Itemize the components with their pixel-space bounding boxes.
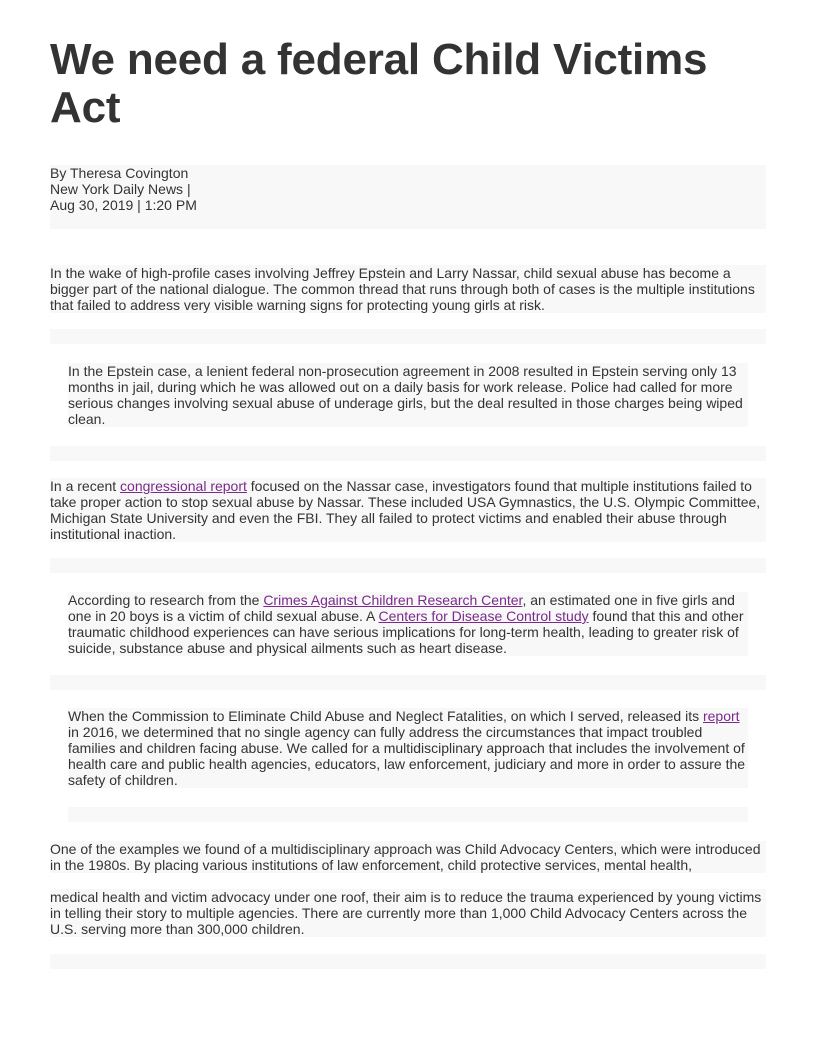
paragraph-3-text: focused on the Nassar case, investigators found that multiple institutions failed to take proper action to stop sexual abuse by Nassar. These included USA Gymnastics, the U.S. Olympic Committee, Michigan State University and even the FBI. They all failed to protect victims and enabled their abuse through institutional inaction.: [50, 478, 761, 542]
spacer-block: [50, 329, 766, 344]
article-meta: [50, 165, 766, 229]
title-line-1: We need a federal Child Victims: [50, 35, 708, 84]
spacer-block: [50, 675, 766, 690]
spacer-block: [50, 954, 766, 969]
publication-name: New York Daily News |: [50, 181, 191, 197]
paragraph-4-text: According to research from the: [68, 592, 264, 608]
paragraph-5-text: in 2016, we determined that no single agency can fully address the circumstances that impact troubled families and children facing abuse. We called for a multidisciplinary approach that includes the involvement of health care and public health agencies, educators, law enforcement, judiciary and more in order to assure the safety of children.: [68, 724, 746, 788]
paragraph-2: In the Epstein case, a lenient federal non-prosecution agreement in 2008 resulted in Epstein serving only 13 months in jail, during which he was allowed out on a daily basis for work release. Police had called for more serious changes involving sexual abuse of underage girls, but the deal resulted in those charges being wiped clean.: [68, 363, 748, 427]
paragraph-5: [68, 708, 748, 788]
paragraph-4-text: found that this and other traumatic childhood experiences can have serious implications for long-term health, leading to greater risk of suicide, substance abuse and physical ailments such as heart disease.: [68, 608, 744, 656]
research-center-link[interactable]: Crimes Against Children Research Center: [263, 592, 523, 608]
byline: By Theresa Covington: [50, 165, 189, 181]
title-line-2: Act: [50, 83, 121, 132]
paragraph-3: [50, 478, 766, 542]
paragraph-4-text: , an estimated one in five girls and one in 20 boys is a victim of child sexual abuse. A: [68, 592, 735, 624]
spacer-block: [50, 558, 766, 573]
commission-report-link[interactable]: report: [702, 708, 740, 724]
paragraph-1: In the wake of high-profile cases involving Jeffrey Epstein and Larry Nassar, child sexual abuse has become a bigger part of the national dialogue. The common thread that runs through both of cases is the multiple institutions that failed to address very visible warning signs for protecting young girls at risk.: [50, 265, 766, 313]
paragraph-5-text: When the Commission to Eliminate Child Abuse and Neglect Fatalities, on which I served, released its: [68, 708, 703, 724]
spacer-block: [50, 446, 766, 461]
paragraph-4: [68, 592, 748, 656]
cdc-study-link[interactable]: Centers for Disease Control study: [378, 608, 589, 624]
publish-date: Aug 30, 2019 | 1:20 PM: [50, 197, 197, 213]
spacer-block: [68, 807, 748, 822]
paragraph-3-text: In a recent: [50, 478, 121, 494]
congressional-report-link[interactable]: congressional report: [120, 478, 247, 494]
paragraph-6: One of the examples we found of a multidisciplinary approach was Child Advocacy Centers, which were introduced in the 1980s. By placing various institutions of law enforcement, child protective services, mental health,: [50, 841, 766, 873]
article-title: [50, 36, 766, 132]
paragraph-7: medical health and victim advocacy under one roof, their aim is to reduce the trauma experienced by young victims in telling their story to multiple agencies. There are currently more than 1,000 Child Advocacy Centers across the U.S. serving more than 300,000 children.: [50, 889, 766, 937]
